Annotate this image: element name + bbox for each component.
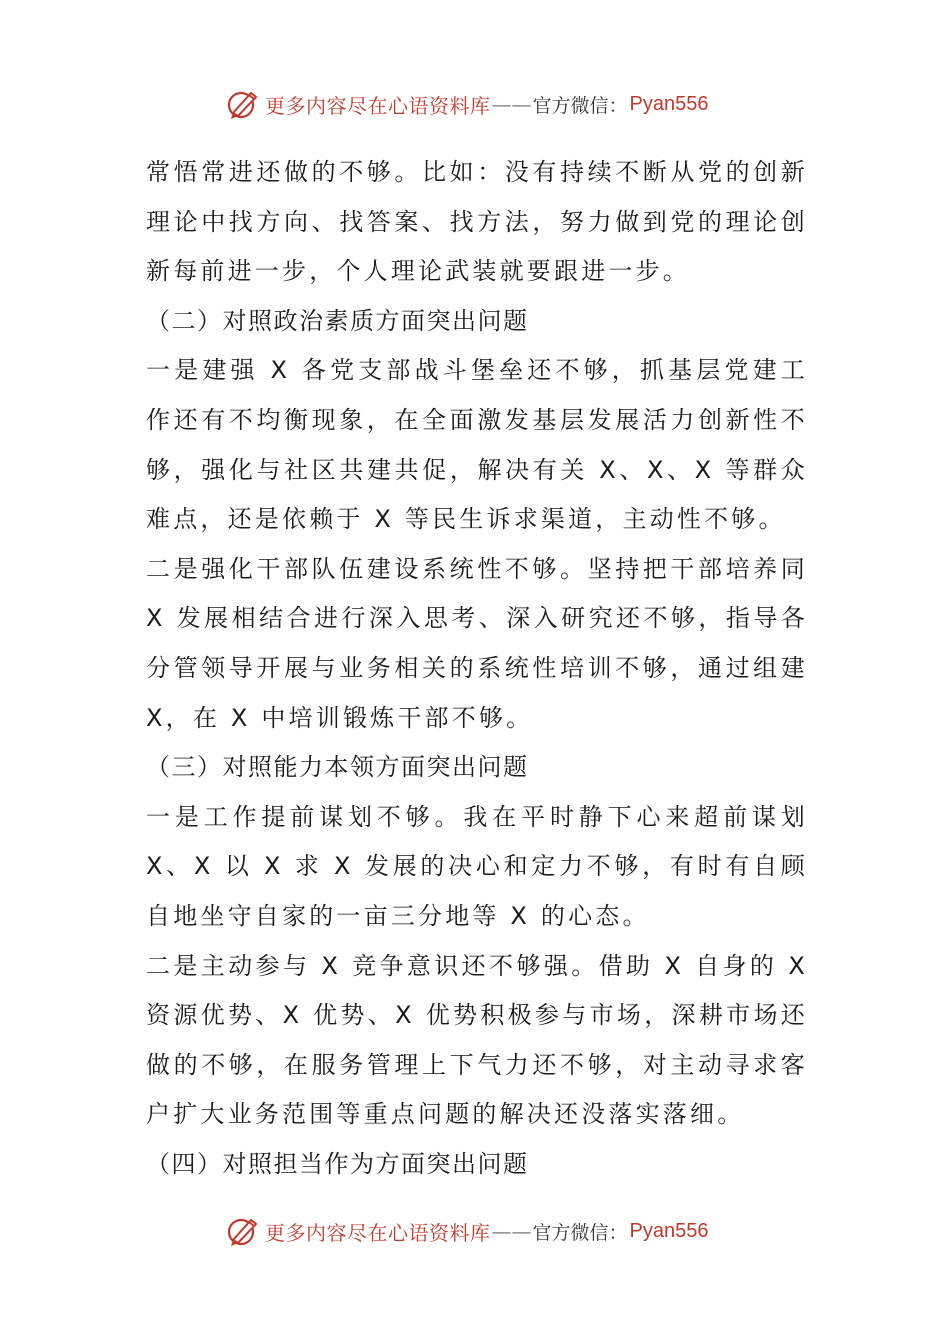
- watermark-wechat-label: 官方微信：: [532, 94, 628, 117]
- watermark-wechat-id: Pyan556: [629, 92, 709, 115]
- pen-logo-icon: [225, 1213, 261, 1249]
- paragraph-3-1: 一是工作提前谋划不够。我在平时静下心来超前谋划 X、X 以 X 求 X 发展的决心和定力不够，有时有自顾自地坐守自家的一亩三分地等 X 的心态。: [146, 802, 808, 930]
- pen-logo-icon: [225, 86, 261, 122]
- section-heading-3: （三）对照能力本领方面突出问题: [146, 753, 529, 782]
- header-watermark: [225, 84, 708, 124]
- watermark-site-name: 更多内容尽在心语资料库: [265, 93, 491, 118]
- section-heading-4: （四）对照担当作为方面突出问题: [146, 1149, 529, 1178]
- paragraph-continuation: 常悟常进还做的不够。比如：没有持续不断从党的创新理论中找方向、找答案、找方法，努力做到党的理论创新每前进一步，个人理论武装就要跟进一步。: [146, 158, 808, 286]
- footer-watermark: [225, 1211, 708, 1251]
- watermark-wechat-id: Pyan556: [629, 1219, 709, 1242]
- paragraph-3-2: 二是主动参与 X 竞争意识还不够强。借助 X 自身的 X 资源优势、X 优势、X 优势积极参与市场，深耕市场还做的不够，在服务管理上下气力还不够，对主动寻求客户扩大业务范围等重点问题的解决还没落实落细。: [146, 951, 808, 1129]
- watermark-separator: ——: [491, 92, 532, 116]
- watermark-site-name: 更多内容尽在心语资料库: [265, 1220, 491, 1245]
- paragraph-2-1: 一是建强 X 各党支部战斗堡垒还不够，抓基层党建工作还有不均衡现象，在全面激发基层发展活力创新性不够，强化与社区共建共促，解决有关 X、X、X 等群众难点，还是依赖于 X 等民生诉求渠道，主动性不够。: [146, 356, 808, 534]
- watermark-separator: ——: [491, 1219, 532, 1243]
- watermark-wechat-label: 官方微信：: [532, 1221, 628, 1244]
- document-body: [146, 148, 808, 1189]
- paragraph-2-2: 二是强化干部队伍建设系统性不够。坚持把干部培养同 X 发展相结合进行深入思考、深入研究还不够，指导各分管领导开展与业务相关的系统性培训不够，通过组建 X，在 X 中培训锻炼干部不够。: [146, 554, 808, 732]
- section-heading-2: （二）对照政治素质方面突出问题: [146, 306, 529, 335]
